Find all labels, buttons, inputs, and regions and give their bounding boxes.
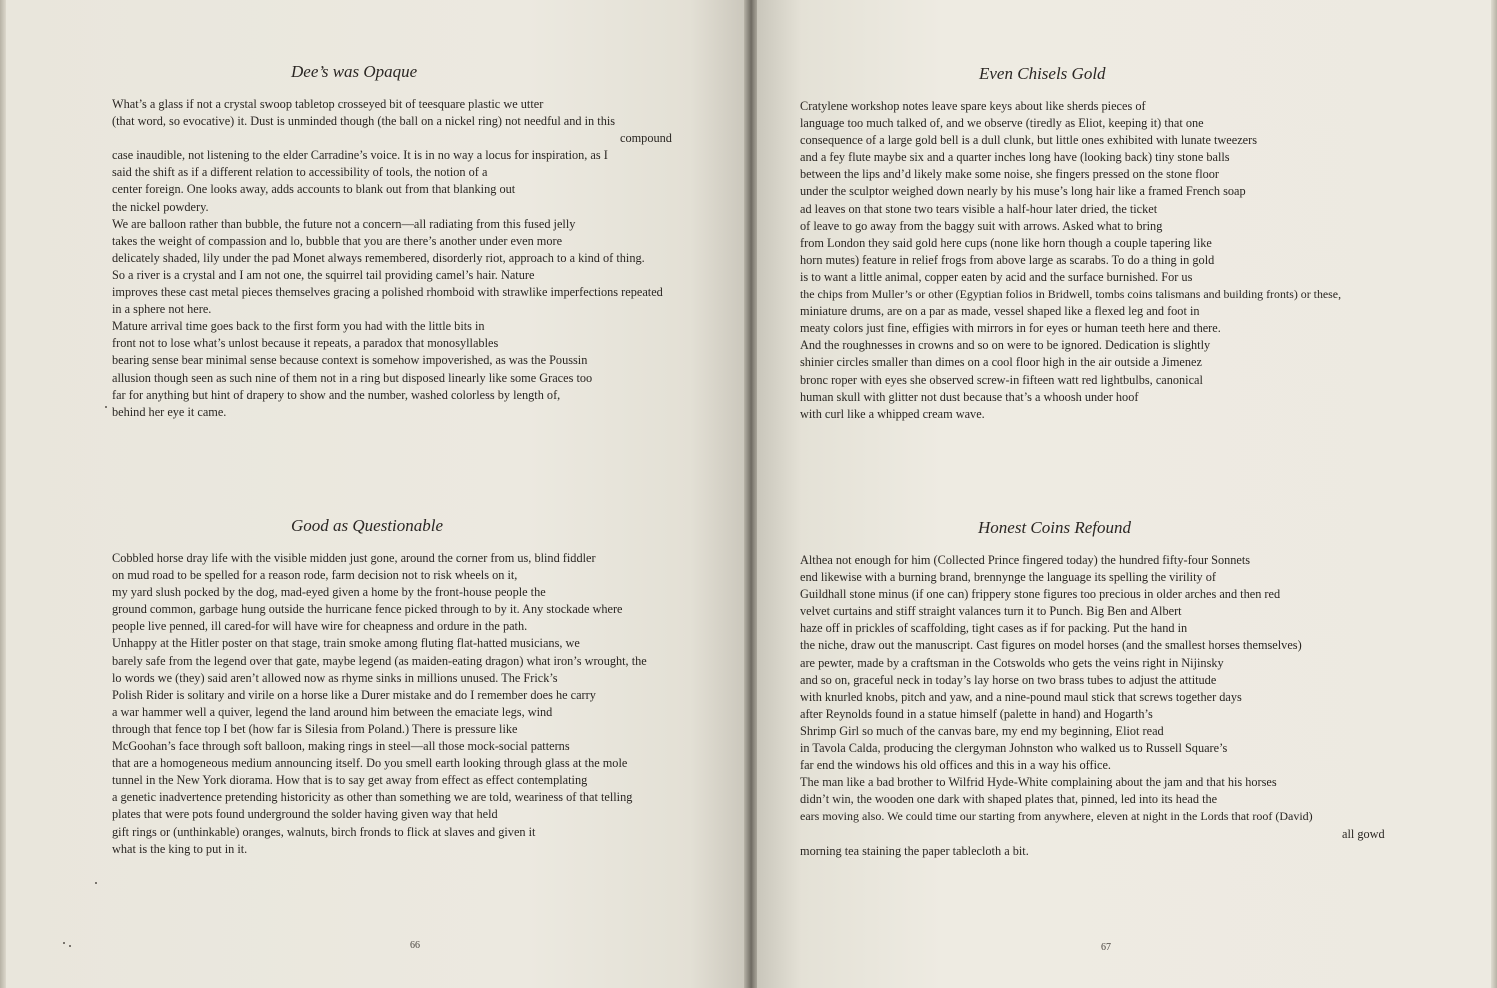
poem-line: barely safe from the legend over that gate, maybe legend (as maiden-eating dragon) what iron’s wrought, the: [112, 653, 647, 668]
poem-line: morning tea staining the paper tablecloth a bit.: [800, 843, 1029, 858]
poem-line: are pewter, made by a craftsman in the Cotswolds who gets the veins right in Nijinsky: [800, 655, 1224, 670]
poem-line: of leave to go away from the baggy suit with arrows. Asked what to bring: [800, 218, 1163, 233]
poem-line: takes the weight of compassion and lo, bubble that you are there’s another under even more: [112, 233, 563, 248]
poem-line: case inaudible, not listening to the elder Carradine’s voice. It is in no way a locus for inspiration, as I: [112, 148, 608, 163]
poem-line: shinier circles smaller than dimes on a cool floor high in the air outside a Jimenez: [800, 355, 1202, 370]
poem-line: So a river is a crystal and I am not one, the squirrel tail providing camel’s hair. Nature: [112, 267, 535, 282]
poem-line: that are a homogeneous medium announcing itself. Do you smell earth looking through glass at the mole: [112, 756, 628, 771]
poem-line: ad leaves on that stone two tears visible a half-hour later dried, the ticket: [800, 201, 1158, 216]
poem-line: with curl like a whipped cream wave.: [800, 406, 985, 421]
poem-line: Unhappy at the Hitler poster on that stage, train smoke among fluting flat-hatted musicians, we: [112, 636, 580, 651]
poem-line: Mature arrival time goes back to the first form you had with the little bits in: [112, 319, 485, 334]
poem-line: language too much talked of, and we observe (tiredly as Eliot, keeping it) that one: [800, 116, 1204, 131]
poem-line: The man like a bad brother to Wilfrid Hyde-White complaining about the jam and that his horses: [800, 775, 1277, 790]
poem-line: far end the windows his old offices and this in a way his office.: [800, 758, 1112, 773]
poem-line: bronc roper with eyes she observed screw-in fifteen watt red lightbulbs, canonical: [800, 372, 1203, 387]
poem-line: improves these cast metal pieces themselves gracing a polished rhomboid with strawlike imperfections repeated: [112, 285, 663, 300]
poem-line: the nickel powdery.: [112, 199, 209, 214]
poem-line: compound: [620, 131, 672, 146]
poem-line: gift rings or (unthinkable) oranges, walnuts, birch fronds to flick at slaves and given it: [112, 824, 536, 839]
poem-title: Even Chisels Gold: [979, 64, 1106, 83]
poem-line: delicately shaded, lily under the pad Monet always remembered, disorderly riot, approach to a kind of thing.: [112, 250, 645, 265]
poem-line: and so on, graceful neck in today’s lay horse on two brass tubes to adjust the attitude: [800, 672, 1217, 687]
poem-line: through that fence top I bet (how far is Silesia from Poland.) There is pressure like: [112, 721, 518, 736]
paper-speck: [95, 882, 97, 884]
right-page-edge: [1491, 0, 1497, 988]
poem-line: and a fey flute maybe six and a quarter inches long have (looking back) tiny stone balls: [800, 150, 1230, 165]
poem-line: Guildhall stone minus (if one can) frippery stone figures too precious in older arches and then red: [800, 587, 1281, 602]
poem-line: people live penned, ill cared-for will have wire for cheapness and ordure in the path.: [112, 619, 528, 634]
right-page: [757, 0, 1497, 988]
poem-line: haze off in prickles of scaffolding, tight cases as if for packing. Put the hand in: [800, 621, 1188, 636]
poem-body: [800, 98, 1440, 423]
poem-line: human skull with glitter not dust because that’s a whoosh under hoof: [800, 389, 1139, 404]
poem-line: bearing sense bear minimal sense because context is somehow impoverished, as was the Poussin: [112, 353, 588, 368]
poem-line: Cobbled horse dray life with the visible midden just gone, around the corner from us, blind fiddler: [112, 551, 596, 565]
poem-line: meaty colors just fine, effigies with mirrors in for eyes or human teeth here and there.: [800, 321, 1221, 336]
paper-speck: [69, 945, 71, 947]
paper-speck: [63, 942, 65, 944]
poem-line: far for anything but hint of drapery to show and the number, washed colorless by length of,: [112, 387, 561, 402]
poem-line: (that word, so evocative) it. Dust is unminded though (the ball on a nickel ring) not needful and in this: [112, 114, 616, 129]
poem-line: ground common, garbage hung outside the hurricane fence picked through to by it. Any stockade where: [112, 602, 623, 617]
poem-line: center foreign. One looks away, adds accounts to blank out from that blanking out: [112, 182, 516, 197]
poem-line: McGoohan’s face through soft balloon, making rings in steel—all those mock-social patterns: [112, 739, 570, 754]
poem-line: after Reynolds found in a statue himself (palette in hand) and Hogarth’s: [800, 706, 1153, 721]
poem-line: plates that were pots found underground the solder having given way that held: [112, 807, 498, 822]
poem-line: miniature drums, are on a par as made, vessel shaped like a flexed leg and foot in: [800, 304, 1200, 319]
poem-line: with knurled knobs, pitch and yaw, and a nine-pound maul stick that screws together days: [800, 689, 1242, 704]
poem-line: on mud road to be spelled for a reason rode, farm decision not to risk wheels on it,: [112, 568, 518, 583]
poem-line: Althea not enough for him (Collected Prince fingered today) the hundred fifty-four Sonnets: [800, 553, 1251, 567]
poem-line: a genetic inadvertence pretending historicity as other than something we are told, weariness of that telling: [112, 790, 633, 805]
poem-title: Dee’s was Opaque: [291, 62, 418, 81]
poem-line: tunnel in the New York diorama. How that is to say get away from effect as effect contemplating: [112, 773, 588, 788]
poem-line: What’s a glass if not a crystal swoop tabletop crosseyed bit of teesquare plastic we utter: [112, 97, 544, 111]
page-number: 66: [410, 940, 420, 951]
poem-line: a war hammer well a quiver, legend the land around him between the emaciate legs, wind: [112, 704, 553, 719]
poem-line: in a sphere not here.: [112, 302, 212, 317]
poem-line: We are balloon rather than bubble, the future not a concern—all radiating from this fused jelly: [112, 216, 576, 231]
poem-line: didn’t win, the wooden one dark with shaped plates that, pinned, led into its head the: [800, 792, 1218, 807]
poem-line: Shrimp Girl so much of the canvas bare, my end my beginning, Eliot read: [800, 723, 1164, 738]
poem-line: front not to lose what’s unlost because it repeats, a paradox that monosyllables: [112, 336, 499, 351]
poem-body: [112, 96, 722, 421]
poem-line: velvet curtains and stiff straight valances turn it to Punch. Big Ben and Albert: [800, 604, 1182, 619]
paper-speck: [105, 406, 107, 408]
left-page-edge: [0, 0, 6, 988]
poem-line: between the lips and’d likely make some noise, she fingers pressed on the stone floor: [800, 167, 1220, 182]
poem-line: lo words we (they) said aren’t allowed now as rhyme sinks in millions unused. The Frick’s: [112, 670, 558, 685]
poem-line: my yard slush pocked by the dog, mad-eyed given a home by the front-house people the: [112, 585, 546, 600]
poem-line: under the sculptor weighed down nearly by his muse’s long hair like a framed French soap: [800, 184, 1246, 199]
poem-line: horn mutes) feature in relief frogs from above large as scarabs. To do a thing in gold: [800, 252, 1215, 267]
poem-line: allusion though seen as such nine of them not in a ring but disposed linearly like some Graces too: [112, 370, 593, 385]
poem-line: end likewise with a burning brand, brennynge the language its spelling the virility of: [800, 570, 1216, 585]
page-number: 67: [1101, 942, 1111, 953]
poem-line: said the shift as if a different relation to accessibility of tools, the notion of a: [112, 165, 488, 180]
poem-line: behind her eye it came.: [112, 404, 227, 419]
poem-line: from London they said gold here cups (none like horn though a couple tapering like: [800, 235, 1212, 250]
poem-line: is to want a little animal, copper eaten by acid and the surface burnished. For us: [800, 269, 1193, 284]
poem-line: ears moving also. We could time our starting from anywhere, eleven at night in the Lords that roof (David): [800, 809, 1313, 824]
poem-title: Honest Coins Refound: [978, 518, 1131, 537]
poem-line: in Tavola Calda, producing the clergyman Johnston who walked us to Russell Square’s: [800, 741, 1228, 756]
poem-line: what is the king to put in it.: [112, 841, 248, 856]
poem-line: And the roughnesses in crowns and so on were to be ignored. Dedication is slightly: [800, 338, 1211, 353]
poem-body: [112, 550, 722, 858]
poem-line: the niche, draw out the manuscript. Cast figures on model horses (and the smallest horses themselves): [800, 638, 1302, 653]
poem-line: all gowd: [1342, 826, 1385, 841]
poem-line: consequence of a large gold bell is a dull clunk, but little ones exhibited with lunate tweezers: [800, 133, 1258, 148]
poem-title: Good as Questionable: [291, 516, 444, 535]
poem-line: the chips from Muller’s or other (Egyptian folios in Bridwell, tombs coins talismans and building fronts) or these,: [800, 287, 1342, 302]
poem-body: [800, 552, 1440, 860]
poem-line: Cratylene workshop notes leave spare keys about like sherds pieces of: [800, 99, 1146, 113]
poem-line: Polish Rider is solitary and virile on a horse like a Durer mistake and do I remember does he carry: [112, 687, 596, 702]
